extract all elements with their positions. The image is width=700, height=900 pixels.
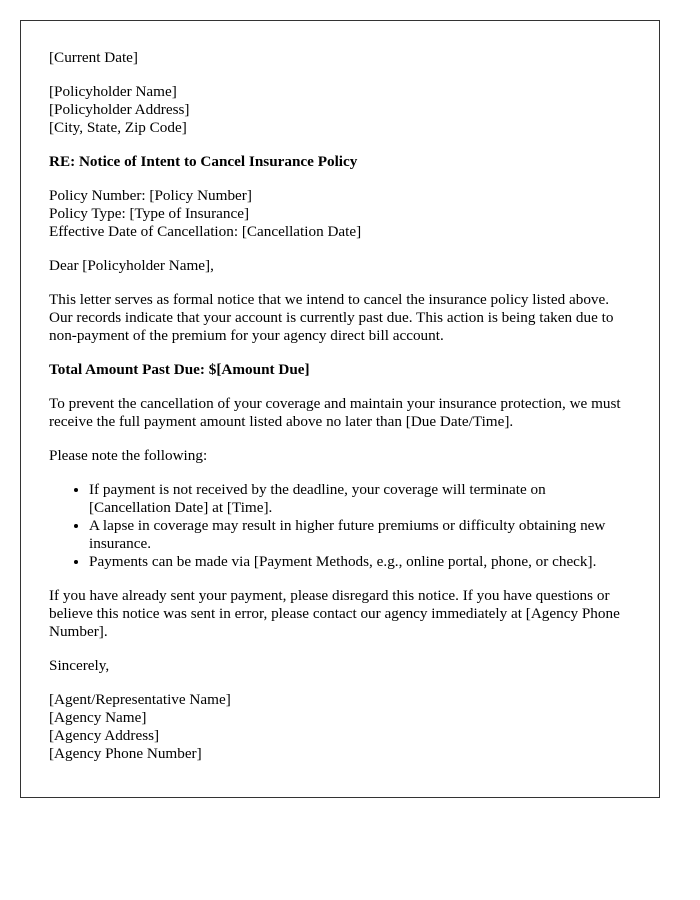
letter-date: [Current Date] [49, 49, 138, 66]
payment-deadline-paragraph: To prevent the cancellation of your coverage and maintain your insurance protection, we must receive the full payment amount listed above no later than [Due Date/Time]. [49, 395, 621, 430]
policy-type: Policy Type: [Type of Insurance] [49, 205, 250, 222]
policy-number: Policy Number: [Policy Number] [49, 187, 252, 204]
amount-due: Total Amount Past Due: $[Amount Due] [49, 361, 310, 378]
closing: Sincerely, [49, 657, 110, 674]
signature-phone: [Agency Phone Number] [49, 745, 202, 762]
signature-address: [Agency Address] [49, 727, 160, 744]
letter-subject: RE: Notice of Intent to Cancel Insurance Policy [49, 153, 358, 170]
recipient-address-block [49, 83, 631, 137]
signature-name: [Agent/Representative Name] [49, 691, 231, 708]
signature-block [49, 691, 631, 763]
notes-list [49, 481, 631, 571]
recipient-name: [Policyholder Name] [49, 83, 177, 100]
intro-paragraph: This letter serves as formal notice that we intend to cancel the insurance policy listed above. Our records indicate that your account is currently past due. This action is being taken due to non-payment of the premium for your agency direct bill account. [49, 291, 614, 344]
letter-page [20, 20, 660, 798]
salutation: Dear [Policyholder Name], [49, 257, 214, 274]
note-item: • Payments can be made via [Payment Methods, e.g., online portal, phone, or check]. [89, 553, 631, 571]
policy-details-block [49, 187, 631, 241]
note-item: • A lapse in coverage may result in higher future premiums or difficulty obtaining new insurance. [89, 517, 631, 553]
contact-paragraph: If you have already sent your payment, please disregard this notice. If you have questions or believe this notice was sent in error, please contact our agency immediately at [Agency Phone Number]. [49, 587, 620, 640]
note-item: • If payment is not received by the deadline, your coverage will terminate on [Cancellation Date] at [Time]. [89, 481, 631, 517]
policy-cancellation-date: Effective Date of Cancellation: [Cancellation Date] [49, 223, 362, 240]
recipient-city-state-zip: [City, State, Zip Code] [49, 119, 187, 136]
signature-agency: [Agency Name] [49, 709, 147, 726]
recipient-address: [Policyholder Address] [49, 101, 190, 118]
notes-intro: Please note the following: [49, 447, 208, 464]
